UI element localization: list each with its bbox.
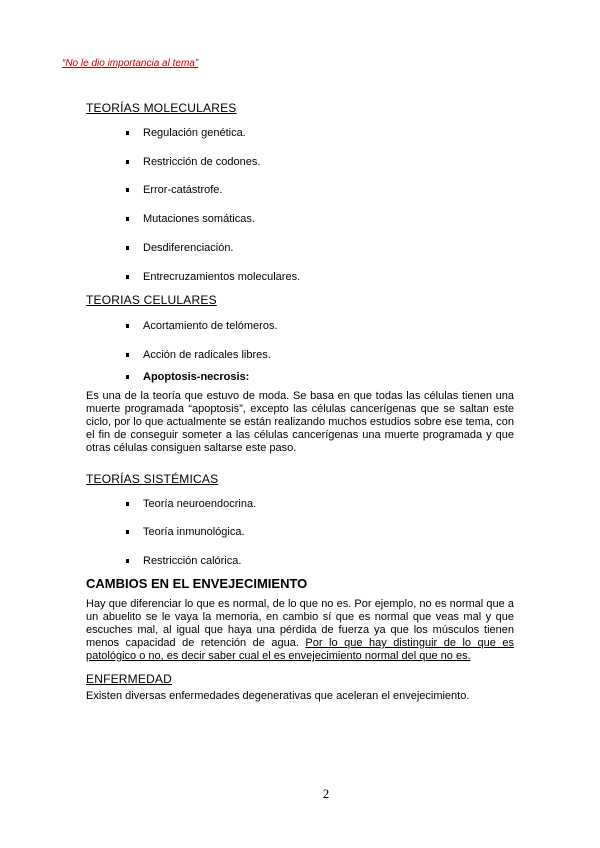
heading-enfermedad: ENFERMEDAD — [86, 672, 173, 686]
page-number: 2 — [322, 786, 330, 801]
bullet-icon — [126, 375, 129, 379]
bullet-icon — [126, 502, 129, 506]
bullet-icon — [126, 131, 129, 135]
header-quote: “No le dio importancia al tema” — [62, 58, 199, 69]
bullet-icon — [126, 324, 129, 328]
bullet-icon — [126, 160, 129, 164]
heading-cambios-envejecimiento: CAMBIOS EN EL ENVEJECIMIENTO — [86, 576, 308, 591]
heading-teorias-sistemicas: TEORÍAS SISTÉMICAS — [86, 472, 219, 486]
bullet-icon — [126, 530, 129, 534]
paragraph-apoptosis: Es una de la teoría que estuvo de moda. Se basa en que todas las células tienen una muerte programada “apoptosis”, excepto las células cancerígenas que se saltan este ciclo, por lo que actualmente se están realizando muchos estudios sobre ese tema, con el fin de conseguir someter a las células cancerígenas una muerte programada y que otras células consiguen saltarse este paso. — [86, 390, 514, 454]
bullet-icon — [126, 246, 129, 250]
bullet-icon — [126, 353, 129, 357]
heading-teorias-celulares: TEORIAS CELULARES — [86, 293, 217, 307]
paragraph-enfermedad: Existen diversas enfermedades degenerativas que aceleran el envejecimiento. — [86, 690, 470, 702]
paragraph-cambios: Hay que diferenciar lo que es normal, de lo que no es. Por ejemplo, no es normal que a un abuelito se le vaya la memoria, en cambio sí que es normal que veas mal y que escuches mal, al igual que haya una pérdida de fuerza ya que los músculos tienen menos capacidad de retención de agua. Por lo que hay distinguir de lo que es patológico o no, es decir saber cual el es envejecimiento normal del que no es. — [86, 598, 514, 662]
document-page: “No le dio importancia al tema” TEORÍAS MOLECULARES Regulación genética. Restricción de codones. Error-catástrofe. Mutaciones somáticas. Desdiferenciación. Entrecruzamientos moleculares. TEORIAS CELULARES Acortamiento de telómeros. Acción de radicales libres. Apoptosis-necrosis: Es una de la teoría que estuvo de moda. Se basa en que todas las células tienen una muerte programada “apoptosis”, excepto las células cancerígenas que se saltan este ciclo, por lo que actualmente se están realizando muchos estudios sobre ese tema, con el fin de conseguir someter a las células cancerígenas una muerte programada y que otras células consiguen saltarse este paso. TEORÍAS SISTÉMICAS Teoría neuroendocrina. Teoría inmunológica. Restricción calórica. CAMBIOS EN EL ENVEJECIMIENTO Hay que diferenciar lo que es normal, de lo que no es. Por ejemplo, no es normal que a un abuelito se le vaya la memoria, en cambio sí que es normal que veas mal y que escuches mal, al igual que haya una pérdida de fuerza ya que los músculos tienen menos capacidad de retención de agua. Por lo que hay distinguir de lo que es patológico o no, es decir saber cual el es envejecimiento normal del que no es. ENFERMEDAD Existen diversas enfermedades degenerativas que aceleran el envejecimiento. 2 — [0, 0, 600, 848]
bullet-icon — [126, 275, 129, 279]
bullet-icon — [126, 217, 129, 221]
bullet-icon — [126, 559, 129, 563]
heading-teorias-moleculares: TEORÍAS MOLECULARES — [86, 101, 237, 115]
bullet-icon — [126, 188, 129, 192]
